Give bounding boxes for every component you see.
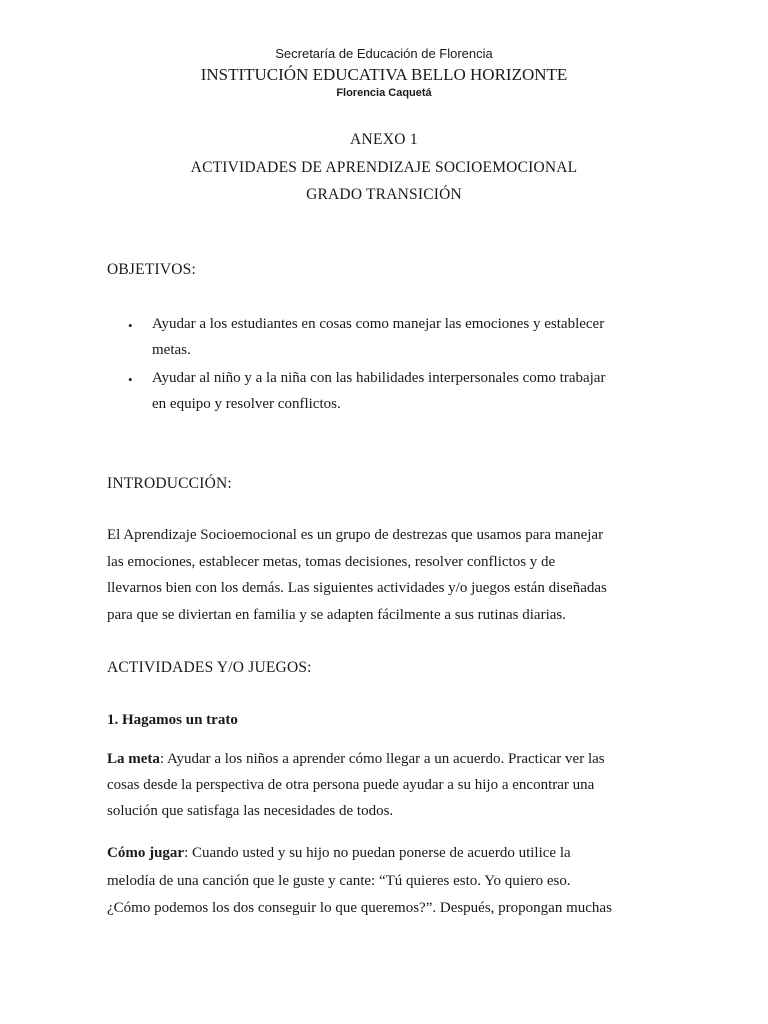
howto-line-3: ¿Cómo podemos los dos conseguir lo que queremos?”. Después, propongan muchas [107, 900, 612, 916]
grade-title: GRADO TRANSICIÓN [306, 186, 462, 203]
objective-1-line-2: metas. [152, 342, 191, 358]
intro-line-4: para que se diviertan en familia y se adapten fácilmente a sus rutinas diarias. [107, 607, 566, 623]
intro-line-2: las emociones, establecer metas, tomas decisiones, resolver conflictos y de [107, 554, 556, 570]
goal-text-1: : Ayudar a los niños a aprender cómo llegar a un acuerdo. Practicar ver las [159, 751, 605, 767]
intro-line-1: El Aprendizaje Socioemocional es un grupo de destrezas que usamos para manejar [107, 527, 604, 543]
howto-line-1 [107, 845, 571, 862]
objective-2-line-1: Ayudar al niño y a la niña con las habilidades interpersonales como trabajar [152, 370, 606, 386]
secretaria-line: Secretaría de Educación de Florencia [275, 46, 493, 61]
city-line: Florencia Caquetá [336, 87, 432, 99]
howto-text-1: : Cuando usted y su hijo no puedan ponerse de acuerdo utilice la [184, 845, 571, 861]
goal-line-1 [107, 751, 605, 768]
goal-label: La meta [107, 751, 160, 767]
howto-label: Cómo jugar [107, 845, 185, 861]
bullet-icon: • [128, 372, 133, 387]
annex-title: ANEXO 1 [350, 131, 418, 148]
activities-title: ACTIVIDADES DE APRENDIZAJE SOCIOEMOCIONAL [190, 159, 578, 176]
activity-1-title [107, 712, 238, 729]
goal-line-3: solución que satisfaga las necesidades de todos. [107, 803, 394, 819]
howto-line-2: melodía de una canción que le guste y cante: “Tú quieres esto. Yo quiero eso. [107, 873, 571, 889]
institution-name: INSTITUCIÓN EDUCATIVA BELLO HORIZONTE [200, 65, 568, 84]
bullet-icon: • [128, 318, 133, 333]
activity-1-title-text: 1. Hagamos un trato [107, 712, 238, 728]
objectives-heading: OBJETIVOS: [107, 261, 196, 278]
introduction-heading: INTRODUCCIÓN: [107, 475, 232, 492]
intro-line-3: llevarnos bien con los demás. Las siguientes actividades y/o juegos están diseñadas [107, 580, 607, 596]
objective-1-line-1: Ayudar a los estudiantes en cosas como manejar las emociones y establecer [152, 316, 605, 332]
objective-2-line-2: en equipo y resolver conflictos. [152, 396, 341, 412]
goal-line-2: cosas desde la perspectiva de otra persona puede ayudar a su hijo a encontrar una [107, 777, 595, 793]
activities-heading: ACTIVIDADES Y/O JUEGOS: [107, 659, 312, 676]
